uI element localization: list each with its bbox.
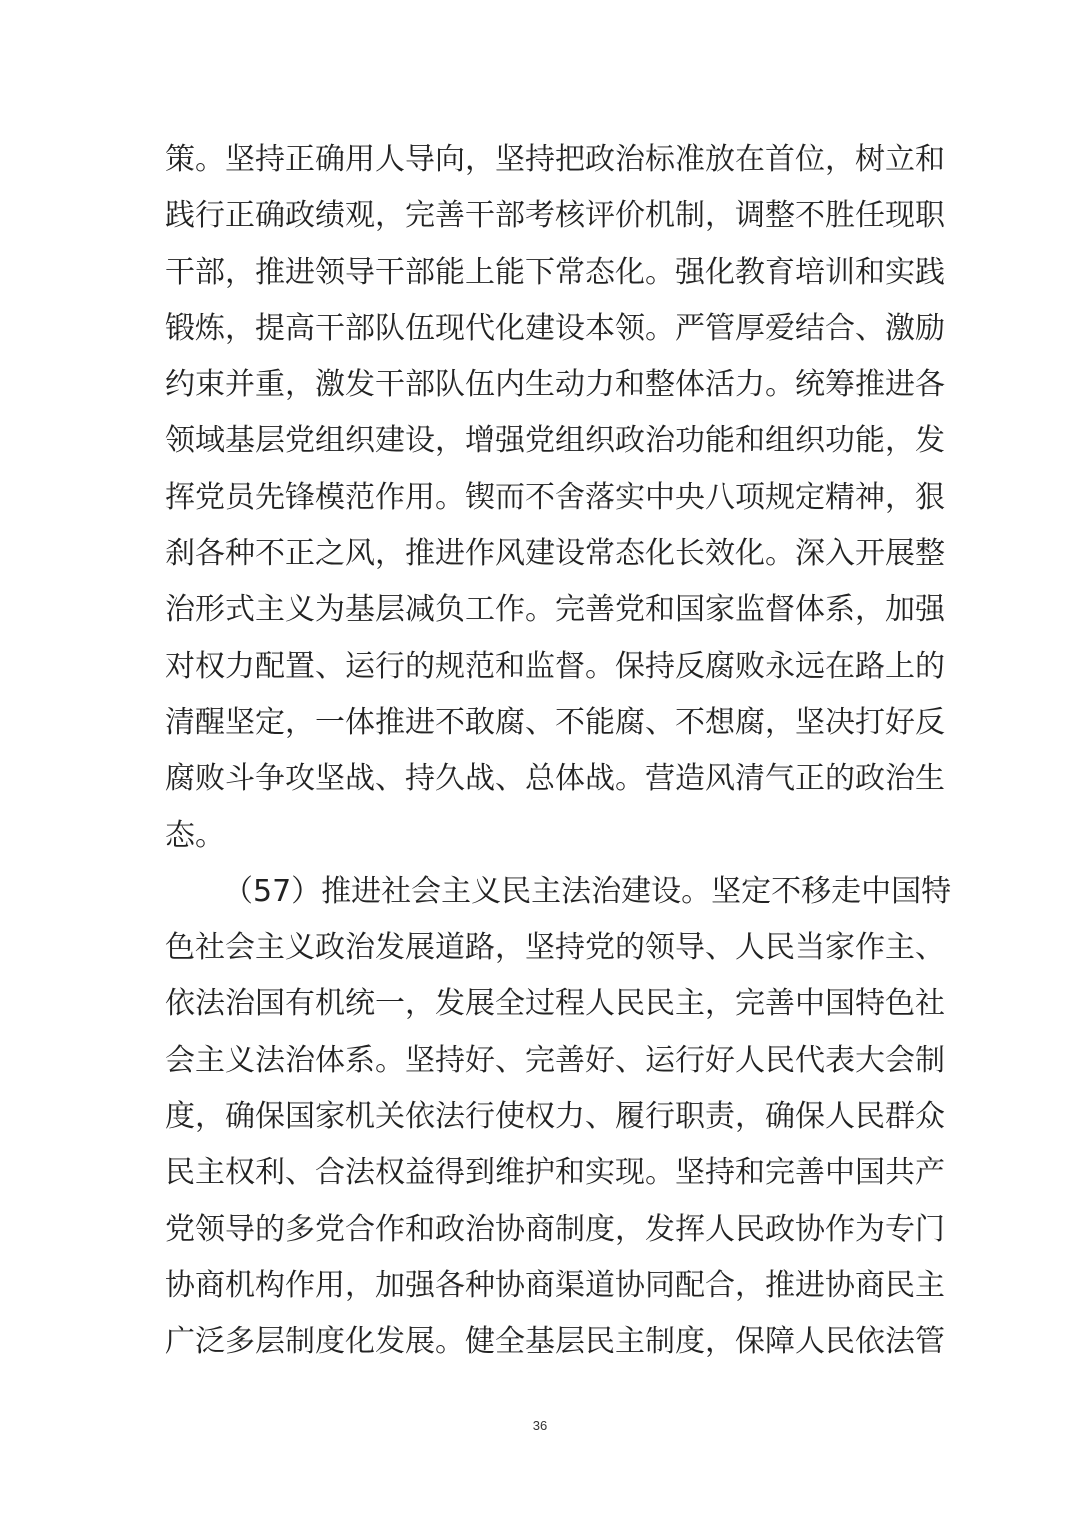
text-line: 约束并重，激发干部队伍内生动力和整体活力。统筹推进各 bbox=[165, 367, 945, 403]
text-line: 践行正确政绩观，完善干部考核评价机制，调整不胜任现职 bbox=[165, 198, 945, 234]
text-line: 腐败斗争攻坚战、持久战、总体战。营造风清气正的政治生 bbox=[165, 761, 945, 797]
text-line: 党领导的多党合作和政治协商制度，发挥人民政协作为专门 bbox=[165, 1211, 945, 1247]
text-line: 态。 bbox=[165, 817, 225, 853]
text-line: 协商机构作用，加强各种协商渠道协同配合，推进协商民主 bbox=[165, 1267, 945, 1303]
text-line: 民主权利、合法权益得到维护和实现。坚持和完善中国共产 bbox=[165, 1155, 945, 1191]
paragraph-57 bbox=[165, 864, 952, 1371]
document-body bbox=[165, 132, 952, 1371]
text-line: 治形式主义为基层减负工作。完善党和国家监督体系，加强 bbox=[165, 592, 945, 628]
text-line: 干部，推进领导干部能上能下常态化。强化教育培训和实践 bbox=[165, 254, 945, 290]
text-line: 广泛多层制度化发展。健全基层民主制度，保障人民依法管 bbox=[165, 1324, 945, 1360]
text-line: 刹各种不正之风，推进作风建设常态化长效化。深入开展整 bbox=[165, 536, 945, 572]
text-line: 度，确保国家机关依法行使权力、履行职责，确保人民群众 bbox=[165, 1099, 945, 1135]
text-line: 会主义法治体系。坚持好、完善好、运行好人民代表大会制 bbox=[165, 1042, 945, 1078]
paragraph-continued bbox=[165, 132, 945, 864]
text-line: 锻炼，提高干部队伍现代化建设本领。严管厚爱结合、激励 bbox=[165, 310, 945, 346]
text-line: 色社会主义政治发展道路，坚持党的领导、人民当家作主、 bbox=[165, 930, 945, 966]
page-number: 36 bbox=[532, 1418, 548, 1433]
text-line: 挥党员先锋模范作用。锲而不舍落实中央八项规定精神，狠 bbox=[165, 479, 945, 515]
text-line: 领域基层党组织建设，增强党组织政治功能和组织功能，发 bbox=[165, 423, 945, 459]
text-line: 清醒坚定，一体推进不敢腐、不能腐、不想腐，坚决打好反 bbox=[165, 704, 945, 740]
text-line: （57）推进社会主义民主法治建设。坚定不移走中国特 bbox=[223, 873, 952, 909]
text-line: 依法治国有机统一，发展全过程人民民主，完善中国特色社 bbox=[165, 986, 945, 1022]
text-line: 对权力配置、运行的规范和监督。保持反腐败永远在路上的 bbox=[165, 648, 945, 684]
text-line: 策。坚持正确用人导向，坚持把政治标准放在首位，树立和 bbox=[165, 142, 945, 177]
